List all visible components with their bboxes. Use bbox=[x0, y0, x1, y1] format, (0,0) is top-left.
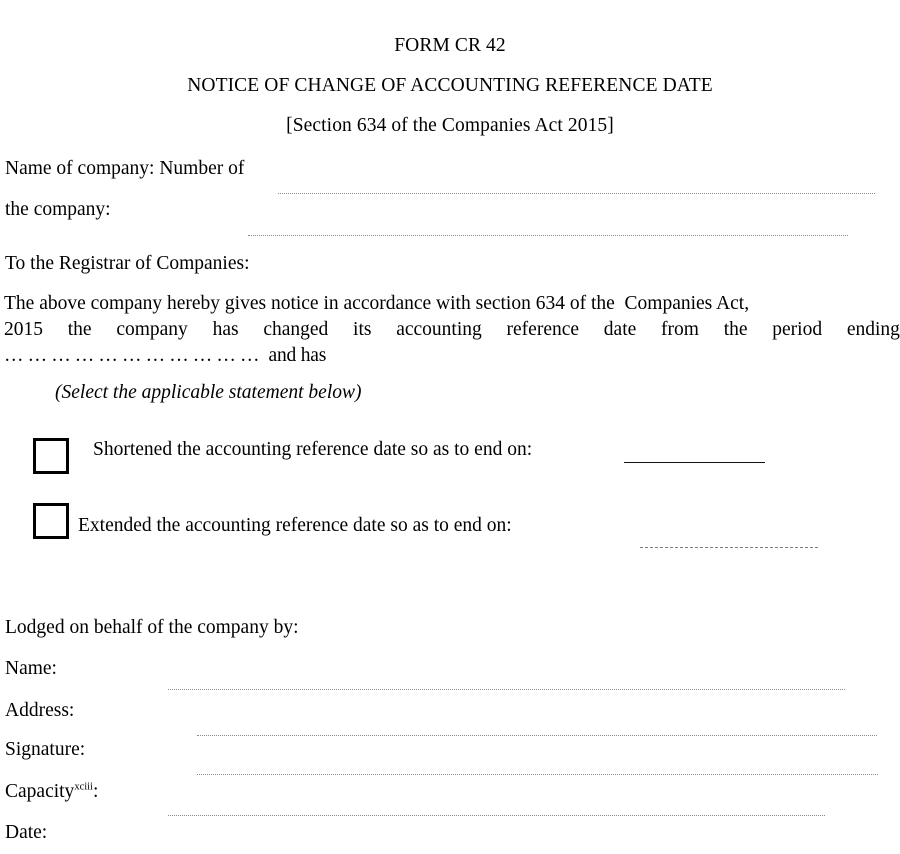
notice-paragraph bbox=[4, 291, 900, 369]
word: reference bbox=[506, 319, 580, 340]
checkbox-extended[interactable] bbox=[33, 503, 69, 539]
word: accounting bbox=[396, 319, 482, 340]
signature-input-rule[interactable] bbox=[197, 774, 878, 775]
word: changed bbox=[263, 319, 329, 340]
paragraph-line-1 bbox=[4, 291, 900, 317]
company-name-input-rule[interactable] bbox=[278, 193, 875, 194]
company-number-input-rule[interactable] bbox=[248, 235, 848, 236]
word: 2015 bbox=[4, 319, 43, 340]
paragraph-line-1-right: Companies Act, bbox=[624, 293, 750, 314]
field-label-signature: Signature: bbox=[5, 739, 86, 760]
footnote-marker-xciii: xciii bbox=[74, 781, 93, 793]
word: the bbox=[67, 319, 92, 340]
extended-date-input-rule[interactable] bbox=[640, 547, 818, 548]
field-label-capacity bbox=[5, 781, 98, 803]
field-label-date: Date: bbox=[5, 822, 48, 843]
shortened-date-input-rule[interactable] bbox=[624, 462, 765, 463]
lodged-by-label: Lodged on behalf of the company by: bbox=[5, 617, 299, 638]
capacity-input-rule[interactable] bbox=[168, 815, 825, 816]
paragraph-line-2 bbox=[4, 317, 900, 343]
select-statement-note: (Select the applicable statement below) bbox=[55, 382, 362, 403]
word: company bbox=[116, 319, 188, 340]
name-input-rule[interactable] bbox=[168, 689, 845, 690]
paragraph-line-3-tail: and has bbox=[268, 345, 327, 366]
word: ending bbox=[846, 319, 900, 340]
word: its bbox=[353, 319, 372, 340]
word: date bbox=[603, 319, 637, 340]
word: from bbox=[661, 319, 699, 340]
field-label-capacity-suffix: : bbox=[92, 781, 99, 802]
paragraph-line-1-left: The above company hereby gives notice in accordance with section 634 of the bbox=[4, 293, 615, 314]
checkbox-shortened[interactable] bbox=[33, 438, 69, 474]
field-label-name: Name: bbox=[5, 658, 57, 679]
word: period bbox=[772, 319, 823, 340]
paragraph-line-3 bbox=[4, 343, 900, 369]
word: the bbox=[723, 319, 748, 340]
company-name-label: Name of company: Number of bbox=[5, 158, 245, 179]
field-label-address: Address: bbox=[5, 700, 75, 721]
statutory-reference: [Section 634 of the Companies Act 2015] bbox=[286, 115, 614, 136]
company-number-label: the company: bbox=[5, 199, 111, 220]
field-label-capacity-text: Capacity bbox=[5, 781, 75, 802]
checkbox-shortened-label: Shortened the accounting reference date so as to end on: bbox=[93, 439, 533, 460]
period-ending-input-dots[interactable]: …………………………… bbox=[4, 345, 264, 366]
form-code-heading: FORM CR 42 bbox=[394, 35, 506, 56]
page-title: NOTICE OF CHANGE OF ACCOUNTING REFERENCE DATE bbox=[187, 75, 713, 96]
checkbox-extended-label: Extended the accounting reference date so as to end on: bbox=[78, 515, 512, 536]
word: has bbox=[212, 319, 239, 340]
registrar-addressee: To the Registrar of Companies: bbox=[5, 253, 250, 274]
address-input-rule[interactable] bbox=[197, 735, 877, 736]
